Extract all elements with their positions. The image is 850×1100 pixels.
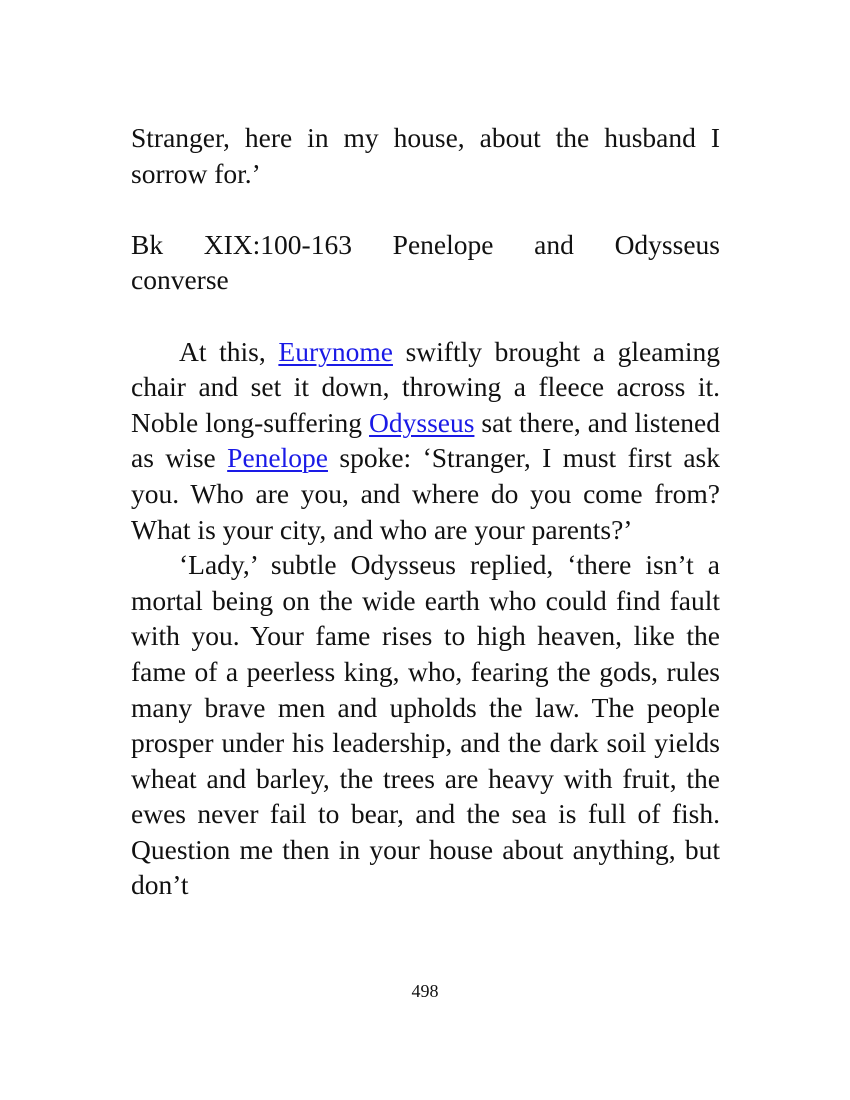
paragraph-text: swiftly brought a gleaming chair and set it down, throwing a fleece across it. Noble long-suffering [131,335,720,438]
carryover-paragraph: Stranger, here in my house, about the husband I sorrow for.’ [131,122,720,189]
body-text [131,120,720,903]
paragraph-spacer [131,298,720,334]
link-odysseus[interactable]: Odysseus [369,406,475,438]
section-heading-line-1: Bk XIX:100-163 Penelope and Odysseus [131,228,720,260]
link-eurynome[interactable]: Eurynome [278,335,393,367]
section-heading-continuation: converse [131,264,229,296]
paragraph-spacer [131,191,720,227]
page-number: 498 [411,981,439,1001]
link-penelope[interactable]: Penelope [227,442,328,474]
section-heading [131,227,720,263]
paragraph-eurynome [131,334,720,548]
paragraph-odysseus-reply: ‘Lady,’ subtle Odysseus replied, ‘there isn’t a mortal being on the wide earth who could find fault with you. Your fame rises to high heaven, like the fame of a peerless king, who, fearing the gods, rules many brave men and upholds the law. The people prosper under his leadership, and the dark soil yields wheat and barley, the trees are heavy with fruit, the ewes never fail to bear, and the sea is full of fish. Question me then in your house about anything, but don’t [131,549,720,901]
paragraph-text: spoke: ‘Stranger, I must first ask you. Who are you, and where do you come from? What is your city, and who are your parents?’ [131,442,720,545]
paragraph-text: sat there, and listened as wise [131,406,721,474]
paragraph-text: At this, [179,335,279,367]
